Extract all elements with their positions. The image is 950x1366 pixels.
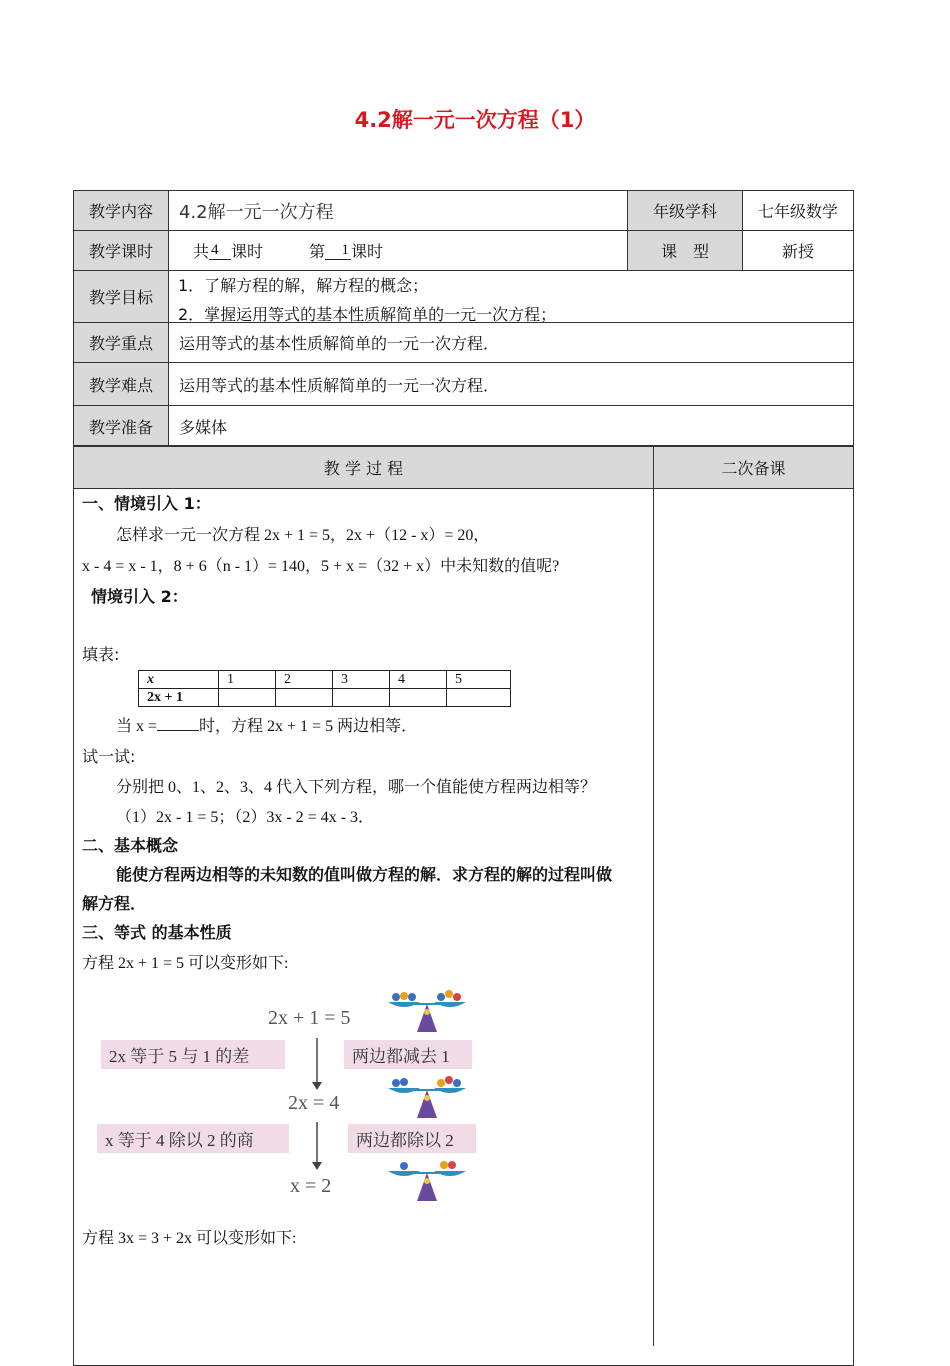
intro-1-line-1: 怎样求一元一次方程 2x + 1 = 5，2x +（12 - x）= 20， [116, 527, 490, 544]
content-value: 4.2解一元一次方程 [179, 201, 334, 223]
balance-scale-icon [384, 1157, 470, 1205]
grade-value: 七年级数学 [757, 202, 838, 221]
table-row [139, 671, 511, 689]
when-suffix: 时，方程 2x + 1 = 5 两边相等． [199, 718, 418, 735]
goal-label: 教学目标 [88, 288, 153, 307]
table-cell[interactable] [390, 689, 447, 707]
goal-2: 2．掌握运用等式的基本性质解简单的一元一次方程； [178, 305, 557, 324]
hours-current-prefix: 第 [309, 242, 326, 261]
table-cell[interactable] [333, 689, 390, 707]
table-cell: 2 [276, 671, 333, 689]
content-label: 教学内容 [88, 202, 153, 221]
concept-line-1: 能使方程两边相等的未知数的值叫做方程的解．求方程的解的过程叫做 [116, 865, 613, 884]
diagram-left-1: 2x 等于 5 与 1 的差 [101, 1040, 285, 1069]
hours-total-suffix: 课时 [231, 242, 264, 261]
answer-blank[interactable] [157, 714, 199, 731]
hours-current: 1 [325, 242, 351, 260]
key-value: 运用等式的基本性质解简单的一元一次方程． [179, 334, 500, 353]
type-value: 新授 [781, 242, 814, 261]
balance-scale-icon [384, 988, 470, 1036]
fill-label: 填表: [82, 645, 120, 664]
diagram-eq-1: 2x + 1 = 5 [268, 1007, 351, 1029]
concept-line-2: 解方程． [82, 894, 147, 913]
hours-current-suffix: 课时 [351, 242, 384, 261]
diagram-right-2: 两边都除以 2 [348, 1124, 476, 1153]
balance-scale-icon [384, 1074, 470, 1122]
hours-value [193, 231, 623, 270]
try-line: 分别把 0、1、2、3、4 代入下列方程，哪一个值能使方程两边相等？ [116, 779, 597, 796]
prep-label: 教学准备 [88, 417, 153, 437]
table-cell: 2x + 1 [139, 689, 219, 707]
table-cell: 3 [333, 671, 390, 689]
type-label: 课 型 [660, 242, 709, 261]
page-title: 4.2解一元一次方程（1） [354, 108, 596, 132]
section-properties: 三、等式 的基本性质 [82, 923, 232, 942]
table-cell: 5 [447, 671, 511, 689]
section-intro-1: 一、情境引入 1： [82, 494, 211, 513]
table-cell: 4 [390, 671, 447, 689]
hours-total-prefix: 共 [193, 242, 210, 261]
diagram-arrows [300, 1030, 340, 1200]
section-intro-2: 情境引入 2： [91, 587, 188, 606]
try-label: 试一试: [82, 747, 136, 766]
side-header: 二次备课 [721, 459, 786, 478]
grade-label: 年级学科 [652, 202, 717, 221]
when-sentence [116, 713, 417, 736]
table-cell: x [139, 671, 219, 689]
diagram-left-2: x 等于 4 除以 2 的商 [97, 1124, 289, 1153]
hours-total: 4 [209, 242, 231, 260]
when-prefix: 当 x = [116, 718, 158, 735]
diagram-right-1: 两边都减去 1 [344, 1040, 472, 1069]
transform-intro-2: 方程 3x = 3 + 2x 可以变形如下: [82, 1230, 297, 1247]
intro-1-line-2: x - 4 = x - 1，8 + 6（n - 1）= 140，5 + x =（32 + x）中未知数的值呢? [82, 558, 560, 575]
key-label: 教学重点 [88, 334, 153, 353]
goal-1: 1．了解方程的解，解方程的概念； [178, 276, 429, 295]
hours-label: 教学课时 [88, 242, 153, 261]
difficulty-label: 教学难点 [88, 375, 153, 395]
section-concept: 二、基本概念 [82, 836, 179, 855]
prep-value: 多媒体 [179, 417, 228, 437]
table-cell[interactable] [276, 689, 333, 707]
difficulty-value: 运用等式的基本性质解简单的一元一次方程． [179, 375, 500, 395]
table-row [139, 689, 511, 707]
diagram-eq-3: x = 2 [290, 1175, 332, 1197]
process-header: 教 学 过 程 [323, 459, 404, 478]
fill-table [138, 670, 511, 707]
transform-intro-1: 方程 2x + 1 = 5 可以变形如下: [82, 955, 289, 972]
diagram-eq-2: 2x = 4 [288, 1092, 340, 1114]
try-equations: （1）2x - 1 = 5；（2）3x - 2 = 4x - 3． [116, 809, 375, 826]
table-cell[interactable] [219, 689, 276, 707]
table-cell: 1 [219, 671, 276, 689]
table-cell[interactable] [447, 689, 511, 707]
